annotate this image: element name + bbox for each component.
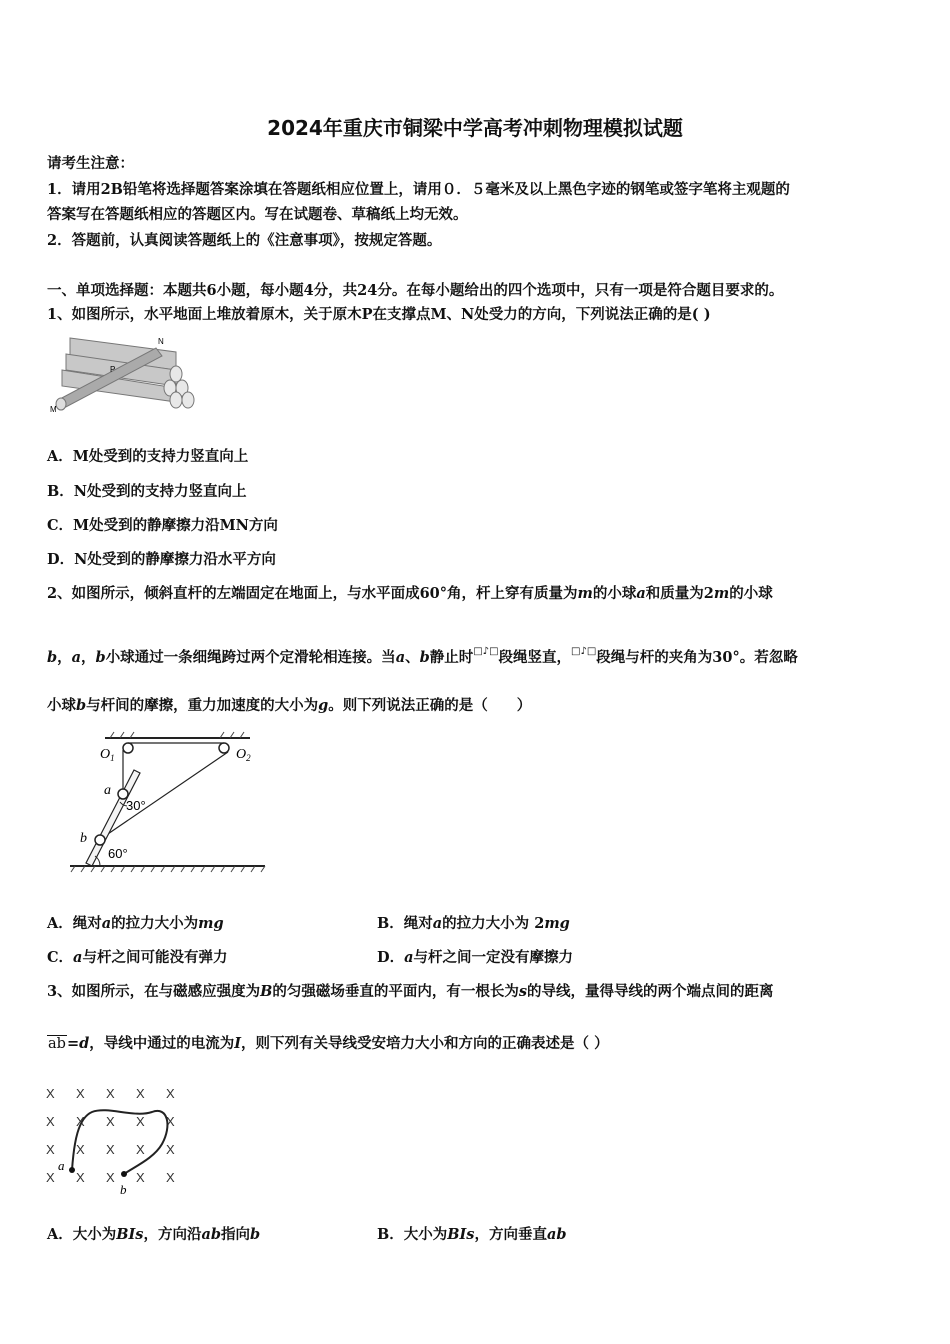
field-x-mark: X [136,1170,145,1185]
label-n: N [158,337,164,346]
label-o1: $O_1$ [100,747,115,763]
label-p: P [110,365,116,374]
log-p-end [56,398,66,410]
q1-logs-figure [48,330,198,418]
label-a: a [104,783,111,798]
section-heading: 一、单项选择题：本题共6小题，每小题4分，共24分。在每小题给出的四个选项中，只有一项是符合题目要求的。 [47,282,784,299]
field-x-mark: X [46,1086,55,1101]
ball-b [95,835,105,845]
q1-option-b[interactable]: B．N处受到的支持力竖直向上 [47,483,247,500]
field-x-mark: X [106,1114,115,1129]
label-b: b [80,831,87,846]
label-a: a [58,1158,65,1173]
q1-stem: 1、如图所示，水平地面上堆放着原木，关于原木P在支撑点M、N处受力的方向，下列说法正确的是( ) [47,306,711,323]
field-x-mark: X [76,1086,85,1101]
label-b: b [120,1182,127,1197]
q2-pulley-figure [70,728,270,874]
field-x-mark: X [136,1086,145,1101]
field-x-mark: X [76,1170,85,1185]
field-x-mark: X [166,1170,175,1185]
field-x-mark: X [166,1114,175,1129]
notice-line-1: 1．请用2B铅笔将选择题答案涂填在答题纸相应位置上，请用０．５毫米及以上黑色字迹的钢笔或签字笔将主观题的 [47,181,790,198]
notice-line-2: 答案写在答题纸相应的答题区内。写在试题卷、草稿纸上均无效。 [47,206,468,223]
log-end-1 [170,366,182,382]
label-m: M [50,405,57,414]
endpoint-b [121,1171,127,1177]
field-x-mark: X [136,1142,145,1157]
q1-option-d[interactable]: D．N处受到的静摩擦力沿水平方向 [47,551,276,568]
label-o2: $O_2$ [236,747,251,763]
q2-option-b[interactable]: B．绳对a的拉力大小为 2mg [377,915,570,932]
pulley-o2 [219,743,229,753]
q1-option-a[interactable]: A．M处受到的支持力竖直向上 [47,448,249,465]
page-title: 2024年重庆市铜梁中学高考冲刺物理模拟试题 [267,116,683,140]
field-x-mark: X [76,1114,85,1129]
log-end-5 [182,392,194,408]
q1-option-c[interactable]: C．M处受到的静摩擦力沿MN方向 [47,517,278,534]
field-x-mark: X [46,1170,55,1185]
endpoint-a [69,1167,75,1173]
q2-stem-line-1: 2、如图所示，倾斜直杆的左端固定在地面上，与水平面成60°角，杆上穿有质量为m的小球a和质量为2m的小球 [47,585,773,602]
field-x-marks [46,1086,175,1185]
label-angle-60: 60° [108,846,128,861]
field-x-mark: X [106,1142,115,1157]
q3-stem-line-2: ab=d，导线中通过的电流为I，则下列有关导线受安培力大小和方向的正确表述是（ ） [48,1035,609,1052]
q3-option-a[interactable]: A．大小为BIs，方向沿ab指向b [47,1226,261,1243]
pulley-o1 [123,743,133,753]
q3-magnetic-field-figure [44,1082,194,1202]
q2-option-d[interactable]: D．a与杆之间一定没有摩擦力 [377,949,573,966]
field-x-mark: X [136,1114,145,1129]
wire [72,1110,167,1174]
field-x-mark: X [46,1142,55,1157]
notice-heading: 请考生注意： [47,155,134,172]
q3-option-b[interactable]: B．大小为BIs，方向垂直ab [377,1226,567,1243]
field-x-mark: X [46,1114,55,1129]
q2-option-a[interactable]: A．绳对a的拉力大小为mg [47,915,224,932]
field-x-mark: X [166,1086,175,1101]
q3-stem-line-1: 3、如图所示，在与磁感应强度为B的匀强磁场垂直的平面内，有一根长为s的导线，量得导线的两个端点间的距离 [47,983,774,1000]
field-x-mark: X [106,1086,115,1101]
q2-stem-line-2: b，a，b小球通过一条细绳跨过两个定滑轮相连接。当a、b静止时□♪□段绳竖直，□♪□段绳与杆的夹角为30°。若忽略 [47,646,798,666]
missing-glyph-icon: □♪□ [473,646,499,657]
q2-stem-line-3: 小球b与杆间的摩擦，重力加速度的大小为g。则下列说法正确的是（ ） [47,697,532,714]
missing-glyph-icon: □♪□ [571,646,597,657]
notice-line-3: 2．答题前，认真阅读答题纸上的《注意事项》，按规定答题。 [47,232,442,249]
field-x-mark: X [76,1142,85,1157]
field-x-mark: X [166,1142,175,1157]
q2-option-c[interactable]: C．a与杆之间可能没有弹力 [47,949,228,966]
segment-ab: ab [48,1036,66,1052]
log-end-4 [170,392,182,408]
field-x-mark: X [106,1170,115,1185]
label-angle-30: 30° [126,798,146,813]
